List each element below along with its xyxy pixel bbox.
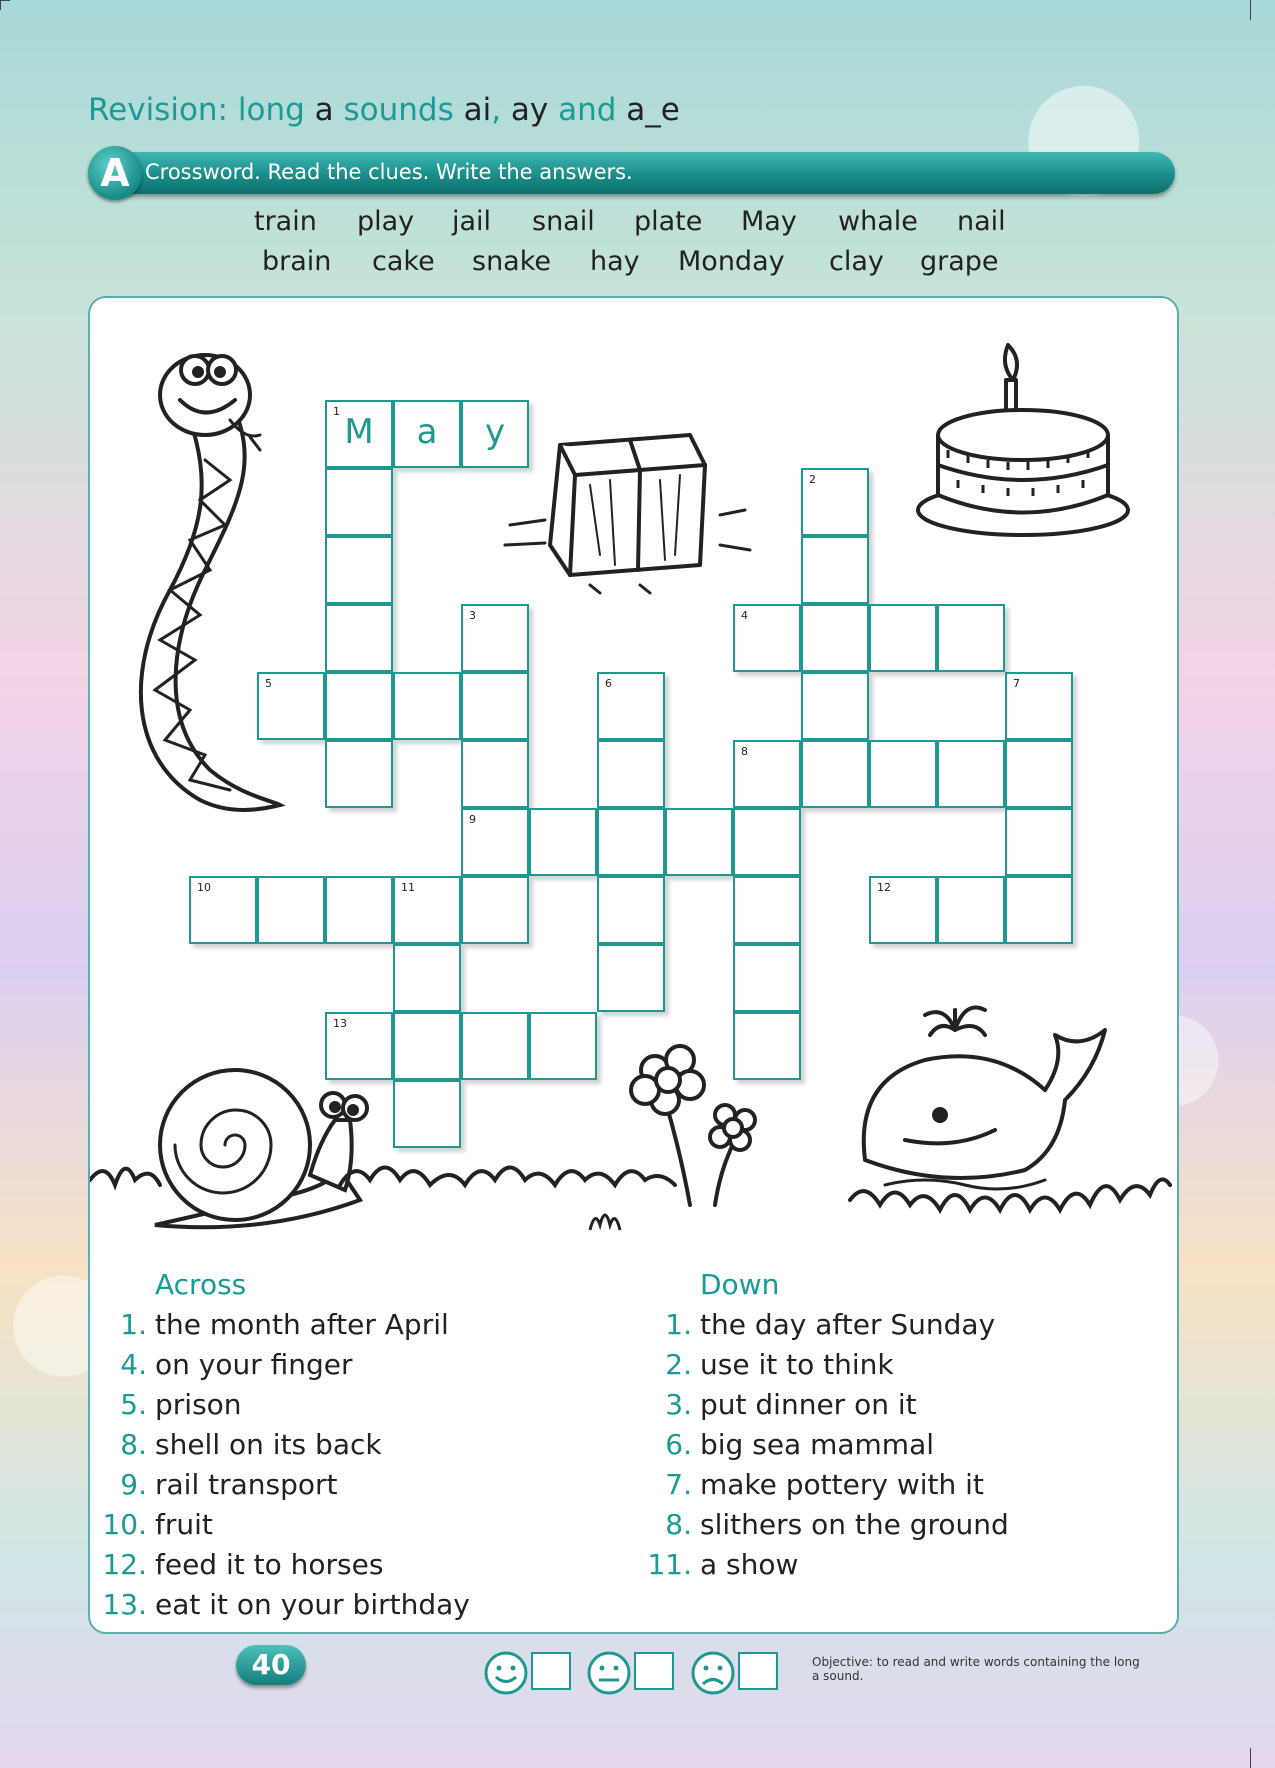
page-title: Revision: long a sounds ai, ay and a_e (88, 92, 680, 128)
clue-number: 7 (1013, 677, 1020, 690)
sad-checkbox[interactable] (738, 1652, 778, 1690)
across-clue: 12. feed it to horses (102, 1548, 384, 1581)
clue-number: 11 (401, 881, 415, 894)
crossword-cell[interactable] (461, 1012, 529, 1080)
word-bank-word: snake (472, 246, 552, 277)
clue-number: 10 (197, 881, 211, 894)
objective-text: Objective: to read and write words containing the long a sound. (812, 1655, 1140, 1683)
word-bank-word: May (741, 206, 797, 237)
down-clue: 11. a show (647, 1548, 799, 1581)
down-clue: 8. slithers on the ground (665, 1508, 1009, 1541)
across-clue: 10. fruit (102, 1508, 213, 1541)
hay-bale-illustration (490, 425, 760, 595)
crossword-cell[interactable] (461, 604, 529, 672)
word-bank-word: jail (452, 206, 492, 237)
crossword-cell[interactable] (937, 604, 1005, 672)
word-bank-word: clay (829, 246, 884, 277)
crossword-cell[interactable] (325, 536, 393, 604)
crossword-cell[interactable] (869, 740, 937, 808)
crossword-cell[interactable] (597, 672, 665, 740)
clue-number: 6 (605, 677, 612, 690)
crossword-cell[interactable] (325, 468, 393, 536)
word-bank-word: grape (920, 246, 999, 277)
crossword-cell[interactable] (325, 604, 393, 672)
crossword-cell[interactable] (529, 808, 597, 876)
crossword-cell[interactable] (1005, 876, 1073, 944)
word-bank-word: nail (957, 206, 1006, 237)
crossword-cell[interactable] (393, 1080, 461, 1148)
clue-number: 2 (809, 473, 816, 486)
neutral-checkbox[interactable] (634, 1652, 674, 1690)
clue-number: 3 (469, 609, 476, 622)
word-bank-word: cake (372, 246, 435, 277)
crossword-cell[interactable] (257, 876, 325, 944)
crossword-cell[interactable] (597, 944, 665, 1012)
down-clue: 3. put dinner on it (665, 1388, 917, 1421)
happy-checkbox[interactable] (531, 1652, 571, 1690)
crossword-cell[interactable] (461, 672, 529, 740)
clue-number: 4 (741, 609, 748, 622)
section-letter: A (88, 146, 142, 200)
across-clue: 4. on your finger (120, 1348, 353, 1381)
section-instruction: Crossword. Read the clues. Write the answers. (145, 160, 633, 184)
crossword-cell[interactable] (597, 808, 665, 876)
filled-letter: a (416, 412, 438, 452)
happy-face-icon (483, 1650, 529, 1696)
clue-number: 9 (469, 813, 476, 826)
clue-number: 13 (333, 1017, 347, 1030)
across-clue: 8. shell on its back (120, 1428, 382, 1461)
down-heading: Down (700, 1268, 780, 1301)
crossword-cell[interactable] (597, 740, 665, 808)
crossword-cell[interactable] (325, 876, 393, 944)
crossword-cell[interactable] (325, 672, 393, 740)
cake-illustration (908, 335, 1138, 545)
down-clue: 7. make pottery with it (665, 1468, 984, 1501)
crossword-cell[interactable] (801, 672, 869, 740)
down-clue: 2. use it to think (665, 1348, 894, 1381)
crossword-cell[interactable] (1005, 740, 1073, 808)
word-bank-word: hay (590, 246, 640, 277)
crossword-cell[interactable] (325, 740, 393, 808)
snake-illustration (110, 340, 310, 820)
crossword-cell[interactable] (733, 808, 801, 876)
word-bank-word: brain (262, 246, 332, 277)
filled-letter: M (344, 412, 374, 452)
clue-number: 5 (265, 677, 272, 690)
crossword-cell[interactable] (665, 808, 733, 876)
crossword-cell[interactable] (937, 740, 1005, 808)
crossword-cell[interactable] (461, 808, 529, 876)
page-number: 40 (236, 1645, 306, 1685)
crossword-cell[interactable] (461, 876, 529, 944)
word-bank-word: plate (634, 206, 703, 237)
filled-letter: y (484, 412, 506, 452)
crossword-cell[interactable] (733, 740, 801, 808)
crossword-cell[interactable] (801, 468, 869, 536)
clue-number: 1 (333, 405, 340, 418)
crossword-cell[interactable] (801, 604, 869, 672)
word-bank-word: whale (838, 206, 918, 237)
crossword-cell[interactable] (393, 1012, 461, 1080)
crossword-cell[interactable] (733, 944, 801, 1012)
word-bank-word: Monday (678, 246, 785, 277)
crossword-cell[interactable] (1005, 808, 1073, 876)
crossword-cell[interactable] (393, 876, 461, 944)
crossword-cell[interactable] (393, 400, 461, 468)
crossword-cell[interactable] (597, 876, 665, 944)
crossword-cell[interactable] (393, 672, 461, 740)
crossword-cell[interactable] (325, 1012, 393, 1080)
crossword-cell[interactable] (325, 400, 393, 468)
crossword-cell[interactable] (869, 604, 937, 672)
crossword-cell[interactable] (937, 876, 1005, 944)
word-bank-word: train (254, 206, 317, 237)
neutral-face-icon (586, 1650, 632, 1696)
crossword-cell[interactable] (1005, 672, 1073, 740)
crossword-cell[interactable] (257, 672, 325, 740)
across-clue: 9. rail transport (120, 1468, 338, 1501)
across-clue: 1. the month after April (120, 1308, 449, 1341)
word-bank-word: play (357, 206, 415, 237)
across-clue: 5. prison (120, 1388, 242, 1421)
crossword-cell[interactable] (393, 944, 461, 1012)
crossword-cell[interactable] (801, 536, 869, 604)
sad-face-icon (690, 1650, 736, 1696)
word-bank-word: snail (532, 206, 595, 237)
crossword-cell[interactable] (461, 400, 529, 468)
across-heading: Across (155, 1268, 247, 1301)
grass-border (90, 1140, 1175, 1250)
crossword-cell[interactable] (733, 604, 801, 672)
clue-number: 12 (877, 881, 891, 894)
crossword-cell[interactable] (801, 740, 869, 808)
clue-number: 8 (741, 745, 748, 758)
crossword-cell[interactable] (189, 876, 257, 944)
crossword-cell[interactable] (869, 876, 937, 944)
crossword-cell[interactable] (461, 740, 529, 808)
across-clue: 13. eat it on your birthday (102, 1588, 470, 1621)
down-clue: 6. big sea mammal (665, 1428, 935, 1461)
down-clue: 1. the day after Sunday (665, 1308, 996, 1341)
crossword-cell[interactable] (529, 1012, 597, 1080)
crossword-cell[interactable] (733, 876, 801, 944)
crossword-cell[interactable] (733, 1012, 801, 1080)
